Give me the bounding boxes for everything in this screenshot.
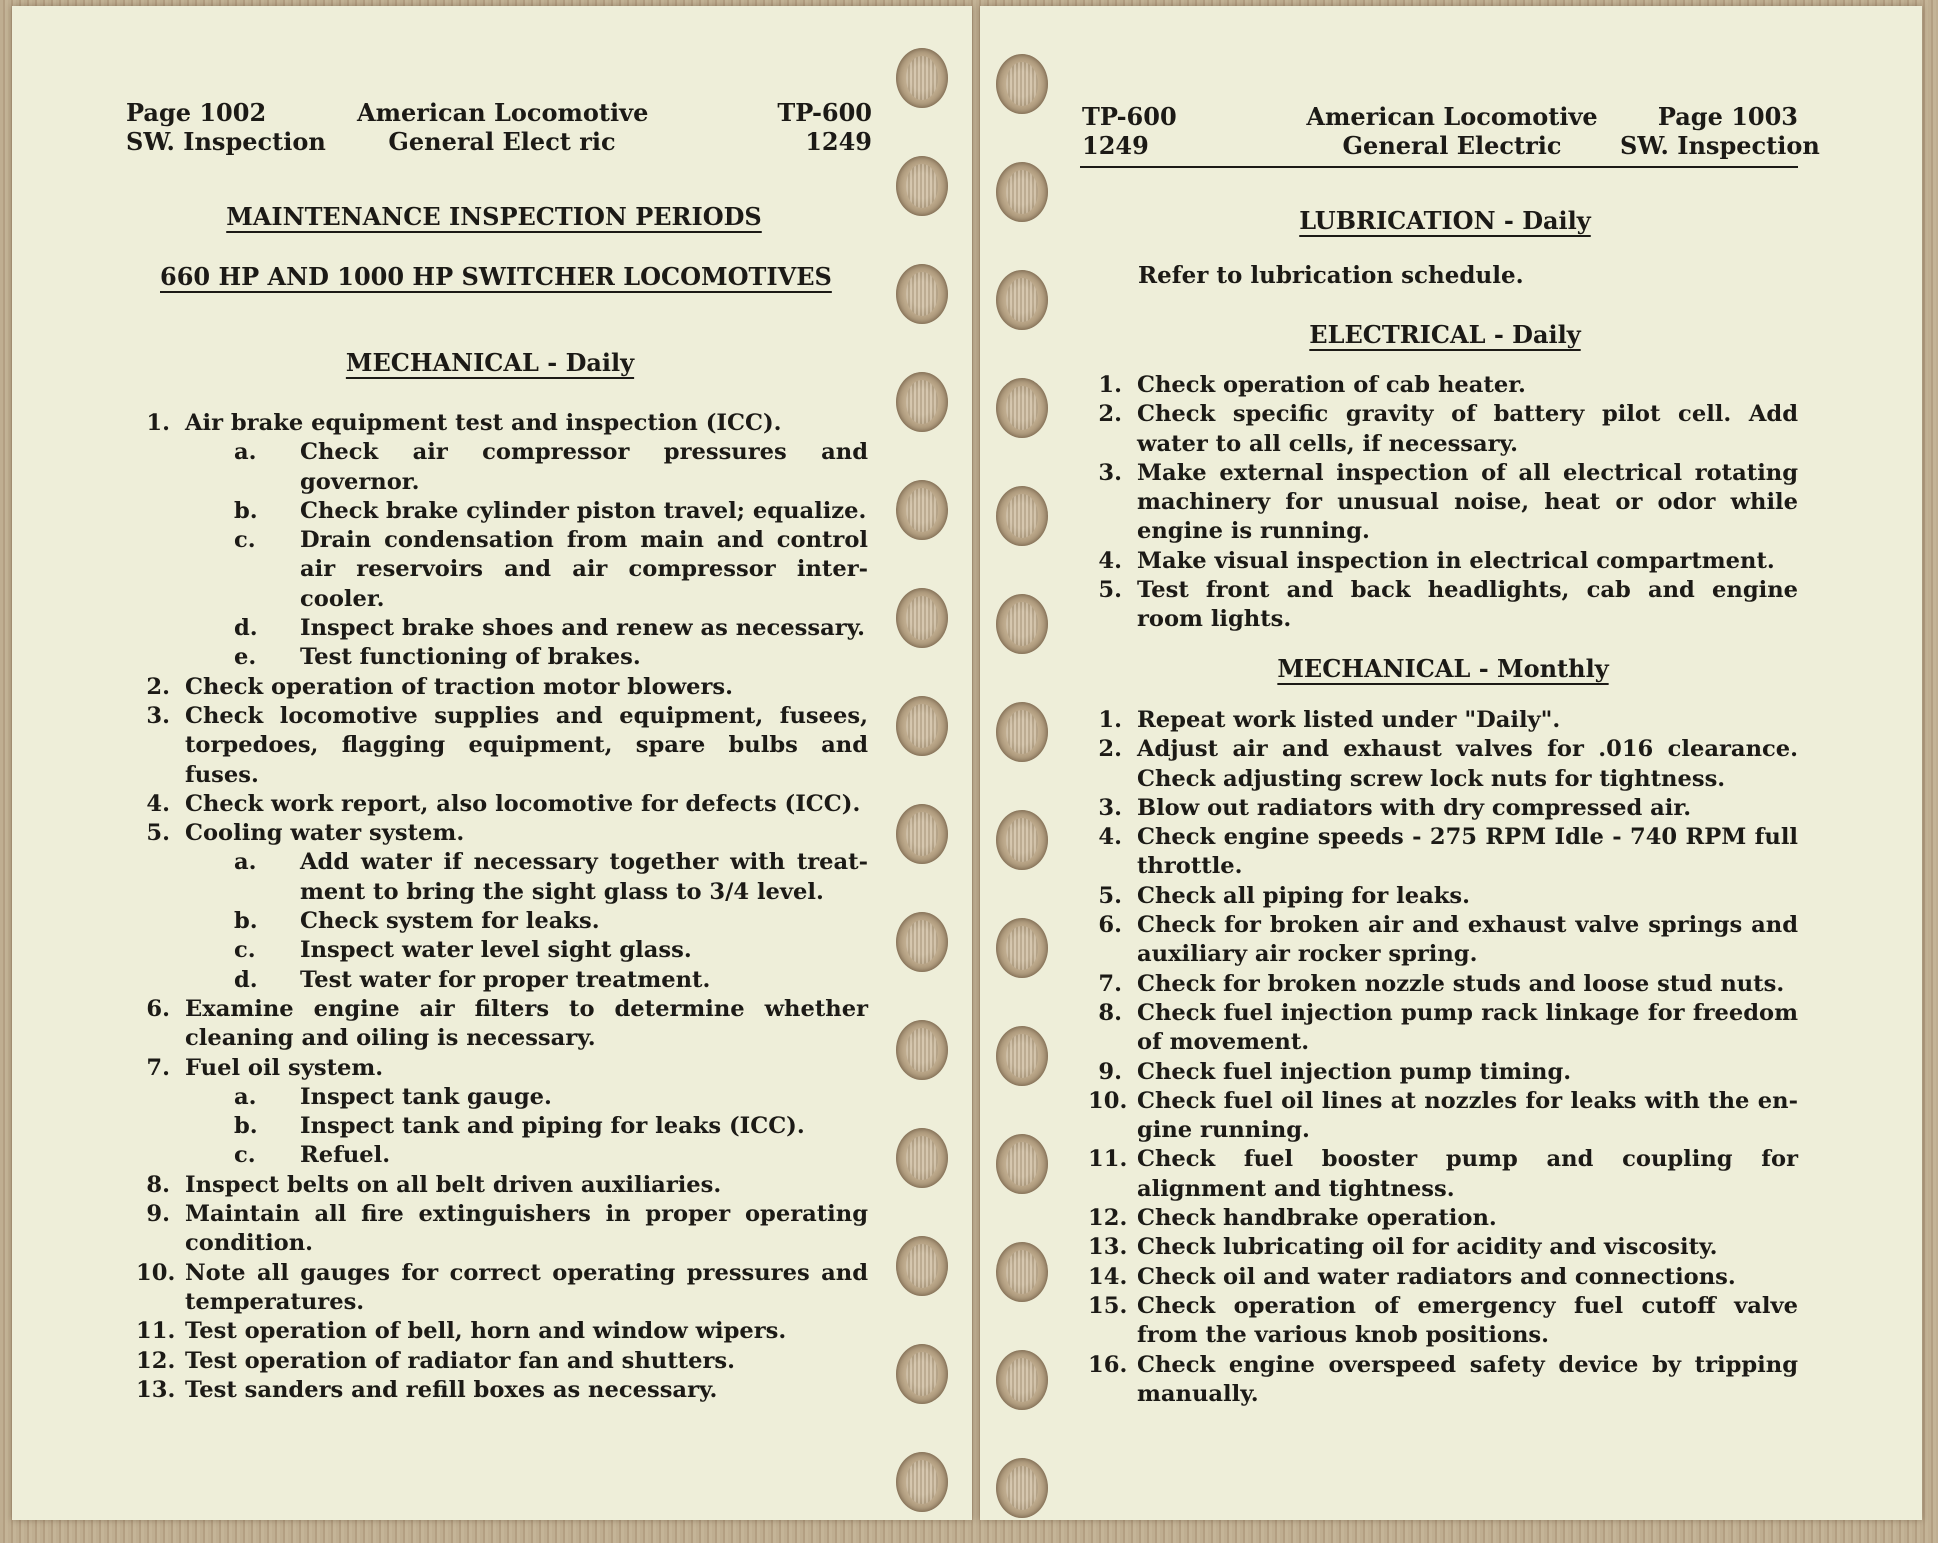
monthly-item-number: 16. (1088, 1351, 1128, 1378)
left-checklist-item-text: Test sanders and refill boxes as necessary. (185, 1376, 718, 1403)
left-checklist-item-number: 4. (146, 790, 170, 817)
electrical-item (1088, 576, 1798, 635)
monthly-item (1088, 882, 1798, 911)
punch-hole (896, 480, 948, 540)
monthly-item (1088, 1058, 1798, 1087)
monthly-item (1088, 1204, 1798, 1233)
punch-hole (996, 594, 1048, 654)
left-checklist-item (136, 673, 868, 702)
left-checklist-subitem-text: Add water if necessary together with treat-ment to bring the sight glass to 3/4 level. (300, 849, 868, 905)
left-checklist-item-number: 11. (136, 1318, 176, 1345)
left-checklist-subitem (136, 438, 868, 497)
monthly-item-text: Check fuel injection pump timing. (1137, 1058, 1572, 1085)
monthly-item-number: 15. (1088, 1292, 1128, 1319)
monthly-item-text: Repeat work listed under "Daily". (1137, 707, 1561, 733)
right-page-number: Page 1003 (1657, 102, 1798, 131)
left-checklist-subitem (136, 497, 868, 526)
left-checklist-item-number: 5. (146, 820, 170, 847)
electrical-item-text: Check specific gravity of battery pilot cell. Add water to all cells, if necessary. (1137, 401, 1798, 457)
left-checklist-subitem-text: Drain condensation from main and control air reservoirs and air compressor inter-cooler. (300, 527, 868, 612)
left-header-company (357, 98, 647, 156)
monthly-item-number: 8. (1098, 999, 1122, 1026)
monthly-item-text: Check all piping for leaks. (1137, 882, 1470, 909)
monthly-item-number: 9. (1098, 1058, 1122, 1085)
monthly-item (1088, 1351, 1798, 1410)
right-section-name: SW. Inspection (1620, 131, 1820, 160)
left-checklist-item-number: 13. (136, 1376, 176, 1403)
left-checklist-subitem (136, 1112, 868, 1141)
punch-hole (896, 912, 948, 972)
left-doc-revision: 1249 (805, 127, 872, 156)
monthly-item-number: 1. (1098, 707, 1122, 733)
left-checklist-item (136, 1376, 868, 1405)
punch-hole (896, 1452, 948, 1512)
monthly-item-text: Check for broken air and exhaust valve springs and auxiliary air rocker spring. (1137, 912, 1798, 968)
punch-hole (996, 1242, 1048, 1302)
monthly-item (1088, 1292, 1798, 1351)
electrical-item (1088, 547, 1798, 576)
left-page-number: Page 1002 (126, 98, 267, 127)
monthly-item-text: Check oil and water radiators and connections. (1137, 1263, 1736, 1290)
monthly-item (1088, 1263, 1798, 1292)
left-checklist-item-number: 2. (146, 673, 170, 700)
electrical-item-text: Test front and back headlights, cab and engine room lights. (1137, 577, 1798, 633)
left-checklist-subitem-number: e. (234, 644, 257, 671)
electrical-item-number: 5. (1098, 577, 1122, 604)
monthly-item (1088, 1087, 1798, 1146)
punch-hole (996, 1026, 1048, 1086)
left-checklist-item (136, 819, 868, 848)
punch-hole (896, 264, 948, 324)
left-title-periods: MAINTENANCE INSPECTION PERIODS (226, 202, 762, 231)
monthly-item-text: Check engine speeds - 275 RPM Idle - 740 RPM full throttle. (1137, 824, 1798, 880)
left-checklist-subitem-number: b. (234, 1113, 258, 1140)
left-checklist-subitem-text: Inspect tank gauge. (300, 1083, 552, 1110)
punch-hole (996, 1350, 1048, 1410)
electrical-item-text: Check operation of cab heater. (1137, 372, 1526, 398)
electrical-item-number: 4. (1098, 547, 1122, 574)
left-checklist-item (136, 1200, 868, 1259)
punch-hole (896, 48, 948, 108)
left-checklist-subitem-number: a. (234, 849, 257, 876)
left-checklist-subitem-text: Test water for proper treatment. (300, 966, 711, 993)
mechanical-monthly-checklist (1088, 706, 1798, 1409)
electrical-item-text: Make visual inspection in electrical compartment. (1137, 547, 1775, 574)
left-checklist-item-text: Air brake equipment test and inspection (ICC). (185, 410, 782, 436)
monthly-item-number: 14. (1088, 1263, 1128, 1290)
left-checklist-subitem-text: Refuel. (300, 1142, 391, 1169)
left-checklist-item-text: Maintain all fire extinguishers in proper operating condition. (185, 1201, 868, 1257)
monthly-item-text: Check handbrake operation. (1137, 1205, 1497, 1232)
left-checklist-item (136, 995, 868, 1054)
right-header-rule (1080, 166, 1798, 168)
left-checklist-item-text: Inspect belts on all belt driven auxiliaries. (185, 1171, 722, 1198)
left-checklist-item-text: Test operation of radiator fan and shutters. (185, 1347, 735, 1374)
right-punch-holes (994, 0, 1054, 1543)
left-checklist-item-number: 6. (146, 995, 170, 1022)
right-page (980, 6, 1922, 1520)
punch-hole (896, 1020, 948, 1080)
right-company-line1: American Locomotive (1306, 102, 1598, 131)
left-checklist-item-text: Cooling water system. (185, 820, 465, 847)
monthly-item (1088, 999, 1798, 1058)
monthly-item-text: Check engine overspeed safety device by tripping manually. (1137, 1351, 1798, 1407)
left-section-heading: MECHANICAL - Daily (345, 348, 635, 377)
left-checklist-subitem-number: c. (234, 937, 256, 964)
monthly-item (1088, 1145, 1798, 1204)
monthly-item-text: Check fuel injection pump rack linkage for freedom of movement. (1137, 999, 1798, 1056)
left-checklist-subitem-text: Check air compressor pressures and governor. (300, 439, 868, 495)
left-checklist-item-text: Check work report, also locomotive for defects (ICC). (185, 790, 861, 817)
left-checklist-subitem-text: Check system for leaks. (300, 908, 600, 935)
electrical-item-text: Make external inspection of all electrical rotating machinery for unusual noise, heat or odor while engine is running. (1137, 459, 1798, 545)
monthly-item-text: Check lubricating oil for acidity and viscosity. (1137, 1234, 1718, 1261)
monthly-item (1088, 823, 1798, 882)
left-checklist-item (136, 1259, 868, 1318)
left-checklist-item-number: 8. (146, 1171, 170, 1198)
left-checklist-item-number: 3. (146, 702, 170, 729)
left-checklist-subitem (136, 526, 868, 614)
left-company-line2: General Elect ric (388, 127, 616, 156)
left-checklist-subitem-text: Check brake cylinder piston travel; equalize. (300, 497, 867, 524)
punch-hole (896, 156, 948, 216)
left-checklist-subitem-text: Inspect water level sight glass. (300, 937, 692, 964)
punch-hole (896, 1128, 948, 1188)
punch-hole (896, 1236, 948, 1296)
monthly-item-number: 5. (1098, 882, 1122, 909)
left-checklist-item (136, 790, 868, 819)
left-title-locomotives: 660 HP AND 1000 HP SWITCHER LOCOMOTIVES (160, 262, 832, 291)
left-checklist-subitem (136, 1083, 868, 1112)
left-checklist-subitem (136, 848, 868, 907)
left-checklist-subitem (136, 936, 868, 965)
monthly-item (1088, 735, 1798, 794)
left-checklist-item-number: 1. (146, 410, 170, 436)
left-checklist-subitem (136, 643, 868, 672)
mechanical-monthly-heading: MECHANICAL - Monthly (1277, 654, 1609, 683)
left-checklist-item-text: Check operation of traction motor blowers. (185, 673, 734, 700)
right-header-company (1302, 102, 1602, 160)
monthly-item-number: 4. (1098, 824, 1122, 851)
left-header-page-info (126, 98, 326, 156)
left-checklist-subitem-number: d. (234, 966, 258, 993)
electrical-item-number: 1. (1098, 372, 1122, 398)
monthly-item-text: Check for broken nozzle studs and loose stud nuts. (1137, 970, 1785, 997)
monthly-item-number: 7. (1098, 970, 1122, 997)
left-checklist-subitem-number: b. (234, 908, 258, 935)
monthly-item-number: 13. (1088, 1234, 1128, 1261)
monthly-item-text: Adjust air and exhaust valves for .016 clearance. Check adjusting screw lock nuts for tightness. (1137, 736, 1798, 792)
monthly-item-text: Blow out radiators with dry compressed air. (1137, 794, 1692, 821)
lubrication-heading: LUBRICATION - Daily (1299, 206, 1591, 235)
punch-hole (996, 54, 1048, 114)
left-checklist (136, 409, 868, 1405)
monthly-item-text: Check fuel oil lines at nozzles for leaks with the en-gine running. (1137, 1087, 1798, 1144)
left-checklist-item-number: 10. (136, 1259, 176, 1286)
punch-hole (996, 270, 1048, 330)
punch-hole (996, 162, 1048, 222)
left-page (12, 6, 972, 1520)
left-checklist-item-text: Fuel oil system. (185, 1054, 384, 1081)
left-checklist-item (136, 409, 868, 438)
punch-hole (996, 378, 1048, 438)
punch-hole (996, 1134, 1048, 1194)
left-checklist-item-number: 12. (136, 1347, 176, 1374)
left-checklist-subitem (136, 1141, 868, 1170)
left-checklist-item-number: 9. (146, 1201, 170, 1228)
monthly-item-number: 6. (1098, 912, 1122, 939)
electrical-item-number: 2. (1098, 401, 1122, 428)
punch-hole (896, 588, 948, 648)
left-doc-number: TP-600 (777, 98, 872, 127)
right-doc-revision: 1249 (1082, 131, 1149, 160)
left-checklist-subitem-number: c. (234, 527, 256, 554)
left-checklist-subitem-text: Inspect brake shoes and renew as necessary. (300, 615, 866, 642)
left-checklist-item-text: Examine engine air filters to determine whether cleaning and oiling is necessary. (185, 995, 868, 1052)
lubrication-text: Refer to lubrication schedule. (1138, 262, 1524, 289)
left-checklist-item (136, 1317, 868, 1346)
electrical-heading: ELECTRICAL - Daily (1309, 320, 1581, 349)
monthly-item (1088, 911, 1798, 970)
left-checklist-item (136, 1054, 868, 1083)
monthly-item (1088, 706, 1798, 735)
left-checklist-item-text: Test operation of bell, horn and window wipers. (185, 1318, 787, 1345)
monthly-item (1088, 794, 1798, 823)
left-checklist-subitem-number: a. (234, 1083, 257, 1110)
monthly-item-number: 2. (1098, 736, 1122, 763)
right-doc-number: TP-600 (1082, 102, 1177, 131)
left-checklist-subitem (136, 966, 868, 995)
left-checklist-item (136, 1347, 868, 1376)
monthly-item-number: 10. (1088, 1087, 1128, 1114)
electrical-checklist (1088, 371, 1798, 635)
left-checklist-item (136, 702, 868, 790)
left-punch-holes (894, 0, 954, 1543)
left-checklist-subitem (136, 614, 868, 643)
left-checklist-subitem (136, 907, 868, 936)
punch-hole (996, 702, 1048, 762)
left-checklist-item (136, 1171, 868, 1200)
electrical-item (1088, 371, 1798, 400)
monthly-item-number: 11. (1088, 1146, 1128, 1173)
monthly-item-text: Check operation of emergency fuel cutoff valve from the various knob positions. (1137, 1292, 1798, 1349)
right-header-doc (1082, 102, 1177, 160)
punch-hole (896, 372, 948, 432)
right-header-page-info (1620, 102, 1820, 160)
left-section-name: SW. Inspection (126, 127, 326, 156)
punch-hole (996, 918, 1048, 978)
left-checklist-subitem-text: Inspect tank and piping for leaks (ICC). (300, 1113, 805, 1140)
monthly-item (1088, 970, 1798, 999)
monthly-item-number: 3. (1098, 794, 1122, 821)
punch-hole (896, 696, 948, 756)
electrical-item (1088, 400, 1798, 459)
right-company-line2: General Electric (1342, 131, 1562, 160)
left-checklist-subitem-number: c. (234, 1142, 256, 1169)
left-checklist-subitem-number: b. (234, 497, 258, 524)
monthly-item-number: 12. (1088, 1205, 1128, 1232)
left-checklist-item-text: Check locomotive supplies and equipment, fusees, torpedoes, flagging equipment, spare bulbs and fuses. (185, 702, 868, 788)
left-checklist-subitem-number: a. (234, 439, 257, 466)
punch-hole (896, 804, 948, 864)
monthly-item-text: Check fuel booster pump and coupling for alignment and tightness. (1137, 1146, 1798, 1202)
left-checklist-item-text: Note all gauges for correct operating pressures and temperatures. (185, 1259, 868, 1315)
left-company-line1: American Locomotive (357, 98, 649, 127)
left-header-doc (732, 98, 872, 156)
punch-hole (996, 486, 1048, 546)
punch-hole (996, 810, 1048, 870)
electrical-item-number: 3. (1098, 459, 1122, 486)
left-checklist-subitem-text: Test functioning of brakes. (300, 644, 641, 671)
left-checklist-item-number: 7. (146, 1054, 170, 1081)
punch-hole (996, 1458, 1048, 1518)
punch-hole (896, 1344, 948, 1404)
left-checklist-subitem-number: d. (234, 615, 258, 642)
electrical-item (1088, 459, 1798, 547)
monthly-item (1088, 1233, 1798, 1262)
